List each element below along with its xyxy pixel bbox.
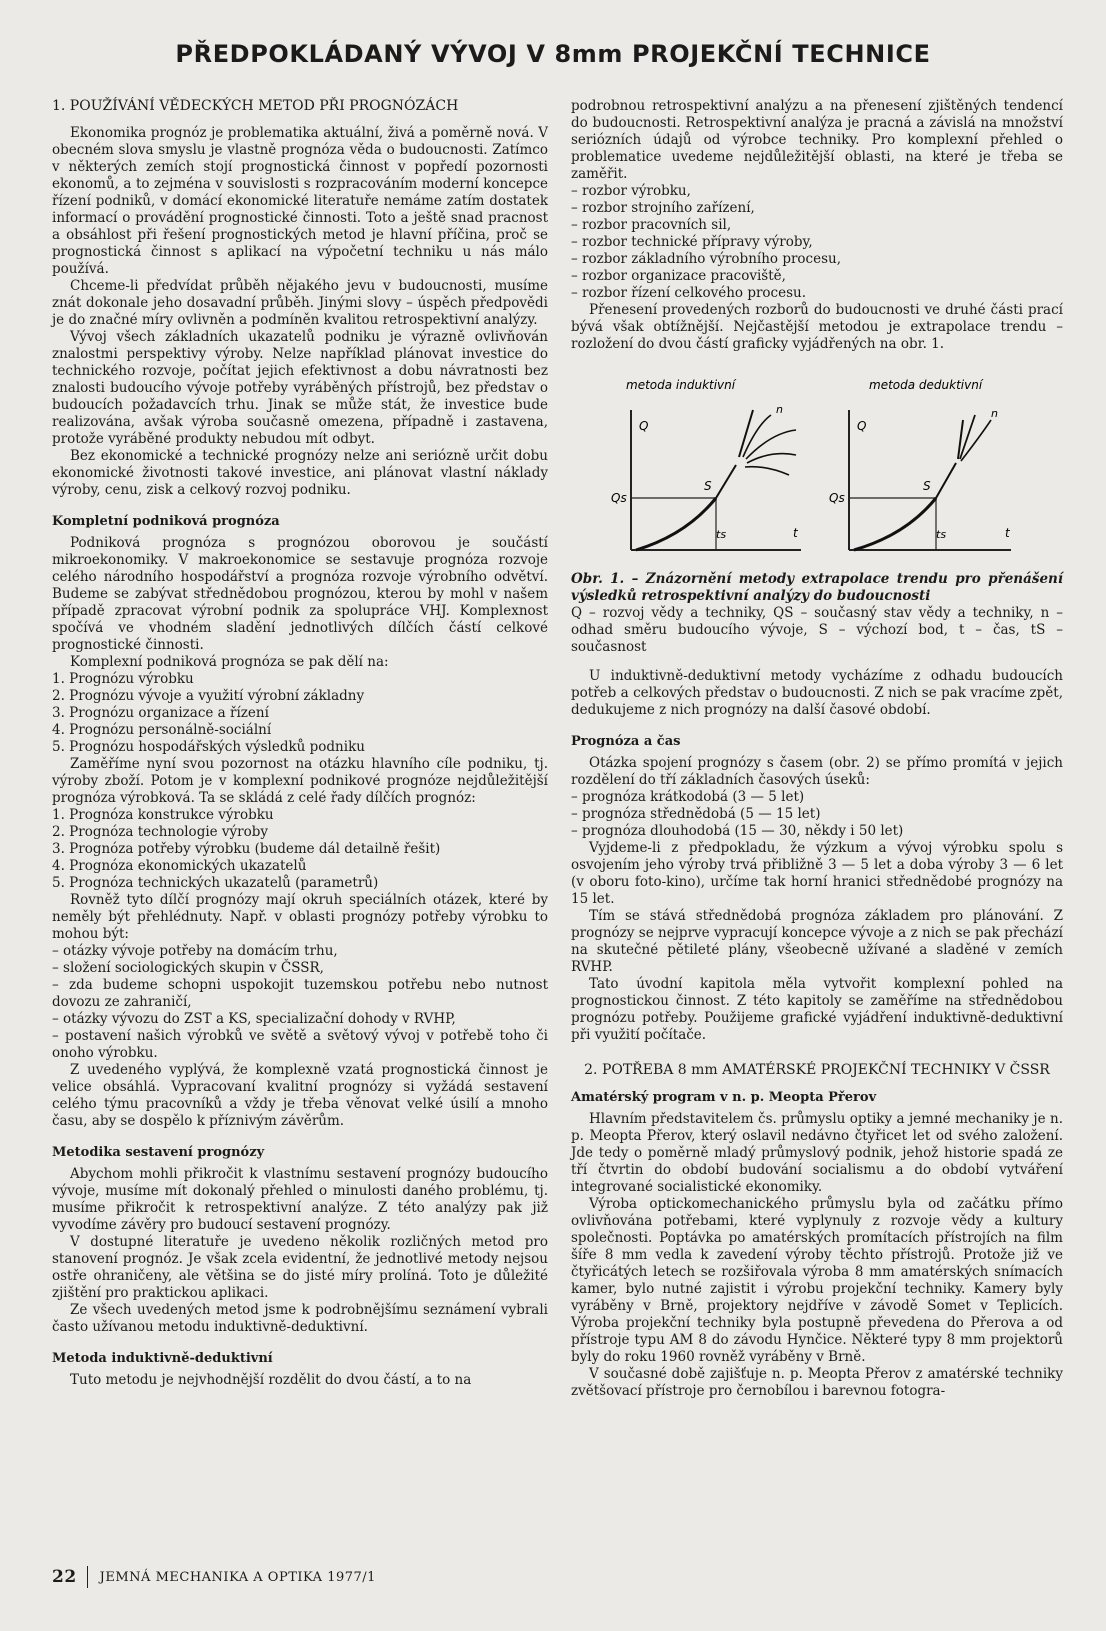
s-label: S [923, 479, 931, 493]
paragraph: V současné době zajišťuje n. p. Meopta Přerov z amatérské techniky zvětšovací přístroje pro černobílou i barevnou fotogra- [571, 1366, 1063, 1399]
journal-name: JEMNÁ MECHANIKA A OPTIKA 1977/1 [99, 1569, 376, 1585]
paragraph: Chceme-li předvídat průběh nějakého jevu v budoucnosti, musíme znát dokonale jeho dosavadní průběh. Jinými slovy – úspěch předpovědi je do značné míry ovlivněn a podmíněn kvalitou retrospektivní analýzy. [52, 278, 548, 328]
paragraph: podrobnou retrospektivní analýzu a na přenesení zjištěných tendencí do budoucnosti. Retrospektivní analýza je pracná a závislá na množství seriózních údajů od výrobce techniky. Pro komplexní přehled o problematice uvedeme nejdůležitější oblasti, na které je třeba se zaměřit. [571, 98, 1063, 182]
list-item: – rozbor technické přípravy výroby, [571, 234, 813, 250]
n-label: n [776, 403, 783, 416]
trend-extension [716, 465, 736, 498]
figure-1-diagram [571, 375, 1063, 565]
ts-label: ts [936, 528, 947, 541]
ts-label: ts [716, 528, 727, 541]
subheading-kompletni: Kompletní podniková prognóza [52, 514, 280, 529]
label-inductive: metoda induktivní [626, 378, 736, 392]
paragraph: Rovněž tyto dílčí prognózy mají okruh speciálních otázek, které by neměly být přehlédnuty. Např. v oblasti prognózy potřeby výrobku to mohou být: [52, 892, 548, 942]
list-item: 5. Prognózu hospodářských výsledků podniku [52, 739, 365, 755]
list-item: – složení sociologických skupin v ČSSR, [52, 960, 324, 976]
qs-label: Qs [611, 491, 627, 505]
paragraph: Z uvedeného vyplývá, že komplexně vzatá prognostická činnost je velice obsáhlá. Vypracovaní kvalitní prognózy si vyžádá sestavení celého týmu pracovníků a vždy je třeba věnovat velké úsilí a mnoho času, aby se dospělo k příznivým závěrům. [52, 1062, 548, 1129]
figure-1 [571, 375, 1063, 565]
figure-caption: Obr. 1. – Znázornění metody extrapolace trendu pro přenášení výsledků retrospektivní analýzy do budoucnosti [571, 571, 1063, 604]
paragraph: Ekonomika prognóz je problematika aktuální, živá a poměrně nová. V obecném slova smyslu je vlastně prognóza věda o budoucnosti. Zatímco v některých zemích stojí prognostická činnost v popředí pozornosti ekonomů, a to zejména v souvislosti s rozpracováním moderní koncepce řízení podniků, v domácí ekonomické literatuře nemáme zatím dostatek informací o provádění prognostické činnosti. Toto a ještě snad pracnost a obsáhlost při řešení prognostických metod je hlavní příčina, proč se prognostická činnost s aplikací na výpočetní techniku u nás málo používá. [52, 125, 548, 277]
deductive-panel [829, 378, 1011, 550]
trend-curve [636, 498, 716, 550]
list-item: – otázky vývoje potřeby na domácím trhu, [52, 943, 338, 959]
list-item: 1. Prognóza konstrukce výrobku [52, 807, 274, 823]
section-2-heading: 2. POTŘEBA 8 mm AMATÉRSKÉ PROJEKČNÍ TECHNIKY V ČSSR [584, 1062, 1050, 1078]
list-item: – zda budeme schopni uspokojit tuzemskou potřebu nebo nutnost dovozu ze zahraničí, [52, 977, 548, 1010]
list-item: 3. Prognóza potřeby výrobku (budeme dál detailně řešit) [52, 841, 441, 857]
list-item: 2. Prognóza technologie výroby [52, 824, 269, 840]
subheading-metodika: Metodika sestavení prognózy [52, 1145, 265, 1160]
paragraph: Vývoj všech základních ukazatelů podniku je výrazně ovlivňován znalostmi perspektivy výroby. Nelze například plánovat investice do technického rozvoje, počítat jejich efektivnost a dobu návratnosti bez znalosti budoucího vývoje potřeby vyráběných přístrojů, bez představ o budoucích požadavcích trhu. Jinak se může stát, že investice bude realizována, avšak výroba současně omezena, případně i zastavena, protože vyráběné produkty nebudou mít odbyt. [52, 329, 548, 447]
page-footer [52, 1566, 376, 1588]
paragraph: Tuto metodu je nejvhodnější rozdělit do dvou částí, a to na [70, 1372, 472, 1388]
paragraph: Komplexní podniková prognóza se pak dělí na: [70, 654, 389, 670]
list-item: 2. Prognózu vývoje a využití výrobní základny [52, 688, 365, 704]
label-deductive: metoda deduktivní [869, 378, 983, 392]
subheading-cas: Prognóza a čas [571, 734, 681, 749]
trend-extension [936, 463, 956, 498]
paragraph: Zaměříme nyní svou pozornost na otázku hlavního cíle podniku, tj. výroby zboží. Potom je v komplexní podnikové prognóze nejdůležitější prognóza výrobková. Ta se skládá z celé řady dílčích prognóz: [52, 756, 548, 806]
paragraph: Hlavním představitelem čs. průmyslu optiky a jemné mechaniky je n. p. Meopta Přerov, který oslavil nedávno čtyřicet let od svého založení. Jde tedy o poměrně mladý průmyslový podnik, jehož historie spadá ze tří čtvrtin do období budování socialismu a do období vytváření integrované socialistické ekonomiky. [571, 1111, 1063, 1195]
list-item: – rozbor řízení celkového procesu. [571, 285, 807, 301]
t-label: t [1005, 526, 1010, 540]
trend-curve [854, 498, 936, 550]
paragraph: Abychom mohli přikročit k vlastnímu sestavení prognózy budoucího vývoje, musíme mít dokonalý přehled o minulosti daného problému, tj. musíme přikročit k retrospektivní analýze. Z této analýzy pak již vyvodíme závěry pro budoucí sestavení prognózy. [52, 1166, 548, 1233]
list-item: – rozbor pracovních sil, [571, 217, 732, 233]
figure-legend: Q – rozvoj vědy a techniky, QS – současný stav vědy a techniky, n – odhad směru budoucího vývoje, S – výchozí bod, t – čas, tS – současnost [571, 605, 1063, 655]
paragraph: Vyjdeme-li z předpokladu, že výzkum a vývoj výrobku spolu s osvojením jeho výroby trvá přibližně 3 — 5 let a doba výroby 3 — 6 let (v oboru foto-kino), určíme tak horní hranici střednědobé prognózy na 15 let. [571, 840, 1063, 907]
t-label: t [793, 526, 798, 540]
list-item: – otázky vývozu do ZST a KS, specializační dohody v RVHP, [52, 1011, 456, 1027]
n-label: n [991, 407, 998, 420]
list-item: – prognóza krátkodobá (3 — 5 let) [571, 789, 805, 805]
footer-divider [87, 1566, 88, 1588]
list-item: 4. Prognózu personálně-sociální [52, 722, 272, 738]
qs-label: Qs [829, 491, 845, 505]
arrow-path [747, 454, 796, 463]
paragraph: Podniková prognóza s prognózou oborovou je součástí mikroekonomiky. V makroekonomice se sestavuje prognóza rozvoje celého národního hospodářství a prognóza rozvoje výrobního odvětví. Budeme se zabývat střednědobou prognózou, kterou by mohl v našem případě zpracovat výrobní podnik za spolupráce VHJ. Komplexnost spočívá ve vhodném sladění jednotlivých dílčích částí celkové prognostické činnosti. [52, 535, 548, 653]
inductive-panel [611, 378, 801, 550]
page-number: 22 [52, 1567, 77, 1587]
right-column [571, 98, 1063, 1400]
paragraph: Tím se stává střednědobá prognóza základem pro plánování. Z prognózy se nejprve vypracují koncepce vývoje a z nich se pak přechází na skutečné pětileté plány, všeobecně užívané a sladěné v zemích RVHP. [571, 908, 1063, 975]
list-item: 3. Prognózu organizace a řízení [52, 705, 269, 721]
arrow-path [743, 415, 771, 457]
left-column [52, 98, 548, 1389]
paragraph: Otázka spojení prognózy s časem (obr. 2) se přímo promítá v jejich rozdělení do tří základních časových úseků: [571, 755, 1063, 788]
list-item: 5. Prognóza technických ukazatelů (parametrů) [52, 875, 379, 891]
list-item: – postavení našich výrobků ve světě a světový vývoj v potřebě toho či onoho výrobku. [52, 1028, 548, 1061]
list-item: – prognóza střednědobá (5 — 15 let) [571, 806, 821, 822]
q-label: Q [857, 419, 867, 433]
paragraph: Výroba optickomechanického průmyslu byla od začátku přímo ovlivňována potřebami, které vyplynuly z rozvoje vědy a kultury společnosti. Poptávka po amatérských promítacích přístrojích na film šíře 8 mm vedla k zavedení výroby těchto přístrojů. Protože již ve čtyřicátých letech se rozšiřovala výroba 8 mm amatérských snímacích kamer, bylo nutné zajistit i výrobu projekční techniky. Kamery byly vyráběny v Brně, projektory nejdříve v závodě Somet v Teplicích. Výroba projekční techniky byla postupně převedena do Přerova a od přístroje typu AM 8 do závodu Hynčice. Některé typy 8 mm projektorů byly do roku 1960 rovněž vyráběny v Brně. [571, 1196, 1063, 1365]
paragraph: Bez ekonomické a technické prognózy nelze ani seriózně určit dobu ekonomické životnosti takové investice, ani plánovat vlastní náklady výroby, cenu, zisk a celkový rozvoj podniku. [52, 448, 548, 498]
paragraph: Tato úvodní kapitola měla vytvořit komplexní pohled na prognostickou činnost. Z této kapitoly se zaměříme na střednědobou prognózu potřeby. Použijeme grafické vyjádření induktivně-deduktivní při využití počítače. [571, 976, 1063, 1043]
paragraph: V dostupné literatuře je uvedeno několik rozličných metod pro stanovení prognóz. Je však zcela evidentní, že jednotlivé metody nejsou ostře ohraničeny, ale většina se do jisté míry prolíná. Toto je důležité zjištění pro praktickou aplikaci. [52, 1234, 548, 1301]
list-item: – rozbor strojního zařízení, [571, 200, 755, 216]
list-item: – prognóza dlouhodobá (15 — 30, někdy i 50 let) [571, 823, 904, 839]
list-item: – rozbor organizace pracoviště, [571, 268, 786, 284]
s-label: S [704, 479, 712, 493]
subheading-amater: Amatérský program v n. p. Meopta Přerov [571, 1090, 877, 1105]
list-item: 4. Prognóza ekonomických ukazatelů [52, 858, 307, 874]
page-title: PŘEDPOKLÁDANÝ VÝVOJ V 8mm PROJEKČNÍ TECHNICE [175, 40, 931, 68]
paragraph: Ze všech uvedených metod jsme k podrobnějšímu seznámení vybrali často užívanou metodu induktivně-deduktivní. [52, 1302, 548, 1335]
paragraph: U induktivně-deduktivní metody vycházíme z odhadu budoucích potřeb a celkových představ o budoucnosti. Z nich se pak vracíme zpět, dedukujeme z nich prognózy na další časové období. [571, 668, 1063, 718]
list-item: 1. Prognózu výrobku [52, 671, 194, 687]
list-item: – rozbor výrobku, [571, 183, 691, 199]
list-item: – rozbor základního výrobního procesu, [571, 251, 842, 267]
arrow-path [745, 467, 789, 475]
section-1-heading: 1. POUŽÍVÁNÍ VĚDECKÝCH METOD PŘI PROGNÓZÁCH [52, 98, 459, 114]
subheading-metoda: Metoda induktivně-deduktivní [52, 1351, 273, 1366]
paragraph: Přenesení provedených rozborů do budoucnosti ve druhé části prací bývá však obtížnější. Nejčastější metodou je extrapolace trendu – rozložení do dvou částí graficky vyjádřených na obr. 1. [571, 302, 1063, 352]
q-label: Q [639, 419, 649, 433]
